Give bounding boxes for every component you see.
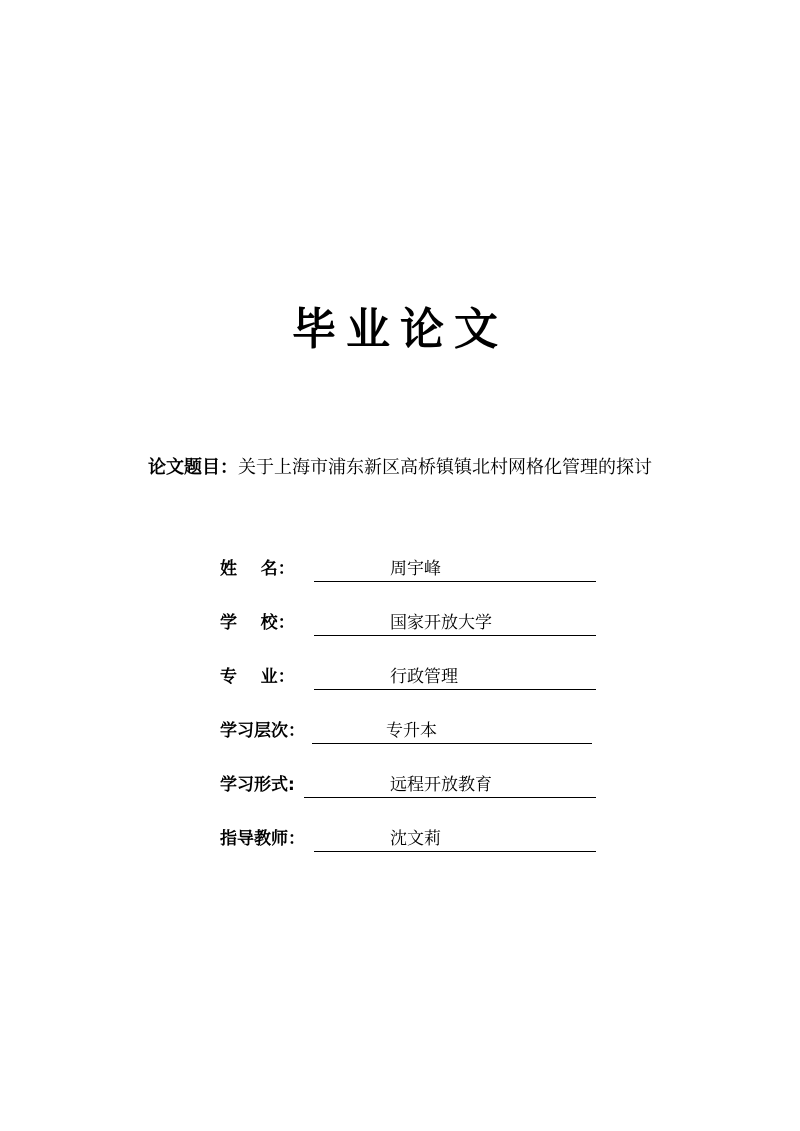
thesis-topic-label: 论文题目： bbox=[148, 457, 238, 478]
field-label: 学习形式: bbox=[220, 775, 295, 795]
field-underline bbox=[304, 797, 596, 798]
field-underline bbox=[314, 635, 596, 636]
field-label: 指导教师： bbox=[220, 829, 305, 849]
field-label: 姓 名： bbox=[220, 559, 295, 579]
document-title: 毕业论文 bbox=[292, 304, 508, 355]
field-underline bbox=[312, 743, 592, 744]
field-row-level bbox=[220, 714, 620, 744]
field-label: 学 校： bbox=[220, 613, 295, 633]
field-underline bbox=[314, 851, 596, 852]
field-row-major bbox=[220, 660, 620, 690]
field-value: 专升本 bbox=[386, 721, 437, 741]
field-row-school bbox=[220, 606, 620, 636]
thesis-topic-value: 关于上海市浦东新区高桥镇镇北村网格化管理的探讨 bbox=[238, 457, 652, 478]
field-underline bbox=[314, 581, 596, 582]
field-value: 远程开放教育 bbox=[390, 775, 492, 795]
field-value: 沈文莉 bbox=[390, 829, 441, 849]
field-row-name bbox=[220, 552, 620, 582]
field-value: 周宇峰 bbox=[390, 559, 441, 579]
field-label: 专 业： bbox=[220, 667, 295, 687]
field-row-mode bbox=[220, 768, 620, 798]
field-label: 学习层次： bbox=[220, 721, 305, 741]
field-row-advisor bbox=[220, 822, 620, 852]
field-value: 国家开放大学 bbox=[390, 613, 492, 633]
field-underline bbox=[314, 689, 596, 690]
field-value: 行政管理 bbox=[390, 667, 458, 687]
